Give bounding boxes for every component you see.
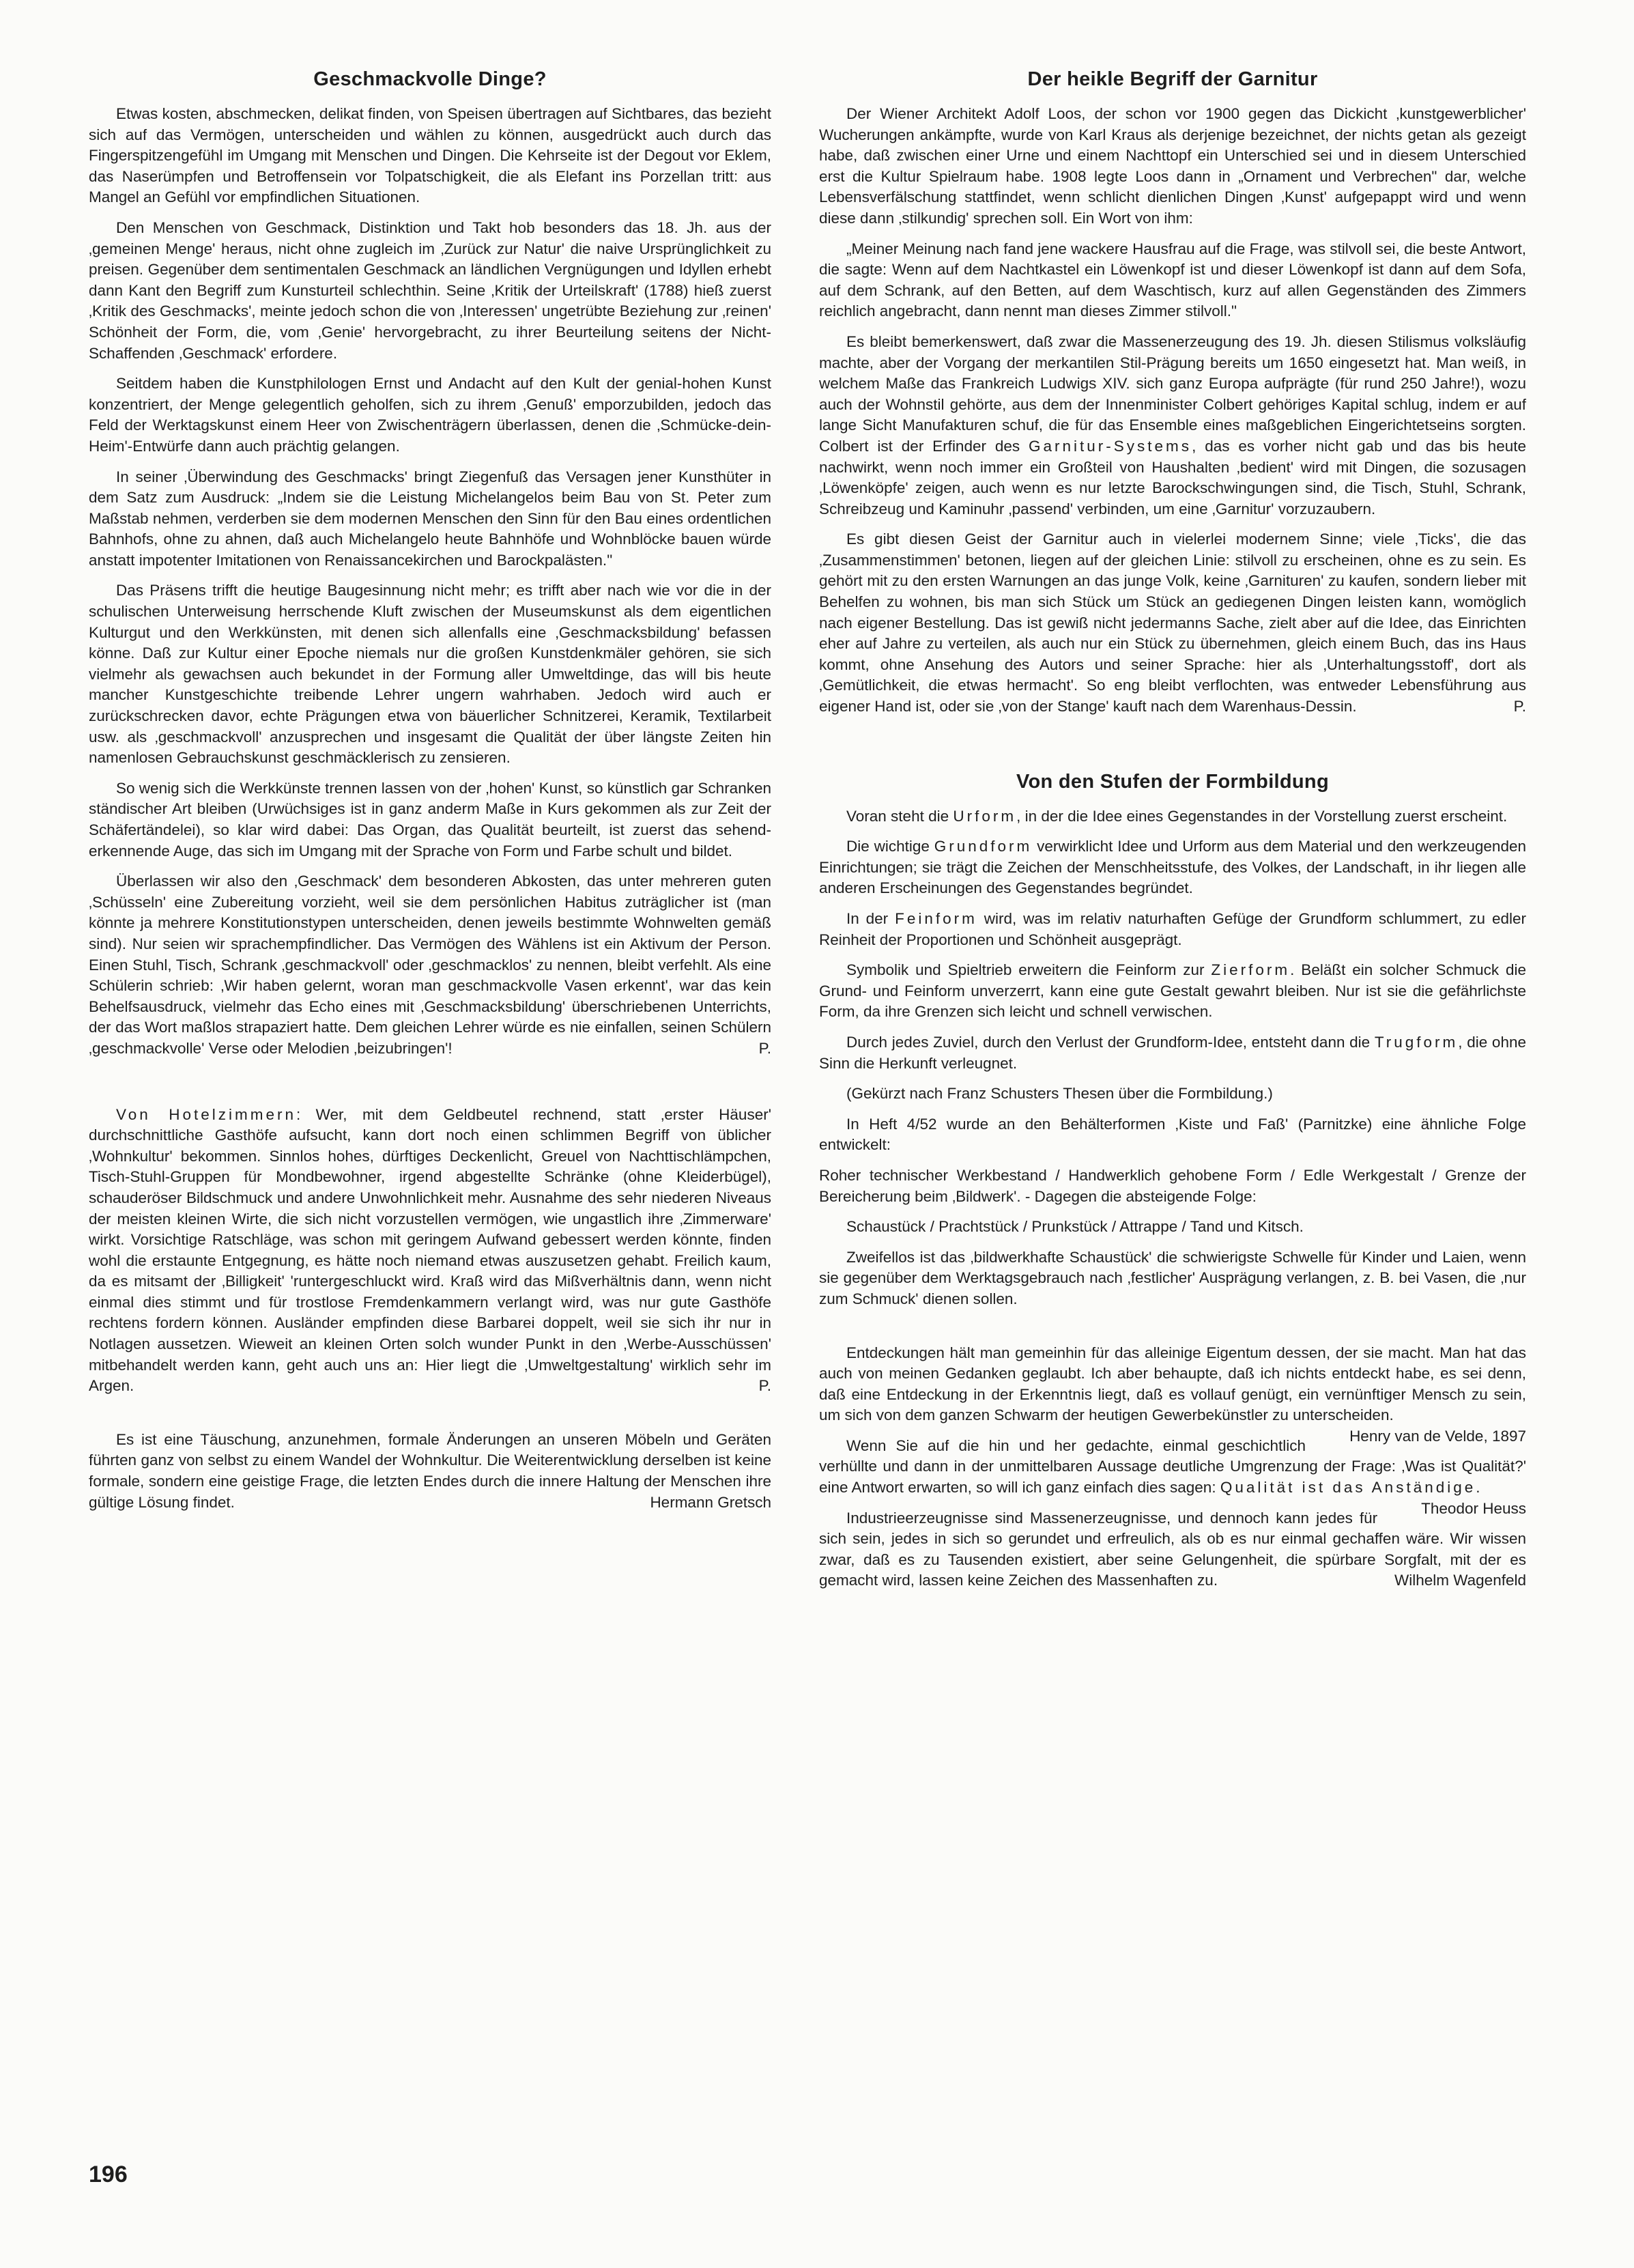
paragraph-text: , in der die Idee eines Gegenstandes in der Vorstellung zuerst erscheint. <box>1016 807 1508 825</box>
paragraph-text: Symbolik und Spieltrieb erweitern die Feinform zur <box>846 961 1205 979</box>
paragraph-text: Durch jedes Zuviel, durch den Verlust der Grundform-Idee, entsteht dann die <box>846 1033 1371 1051</box>
paragraph <box>819 806 1526 827</box>
paragraph-text: , die ohne Sinn die Herkunft verleugnet. <box>819 1033 1526 1072</box>
paragraph-text: In der <box>846 910 889 927</box>
spacer <box>819 1320 1526 1343</box>
spaced-term: Zierform <box>1211 961 1291 979</box>
quote-author: Theodor Heuss <box>1421 1499 1526 1517</box>
paragraph: Etwas kosten, abschmecken, delikat finden, von Speisen übertragen auf Sichtbares, das bezieht sich auf das Vermögen, unterscheiden und wählen zu können, ausgedrückt auch durch das Fingerspitzengefühl im Umgang mit Menschen und Dingen. Die Kehrseite ist der Degout vor Eklem, das Naserümpfen und Betroffensein vor Tolpatschigkeit, die als Elefant ins Porzellan tritt: aus Mangel an Gefühl vor empfindlichen Situationen. <box>89 105 771 206</box>
paragraph: Den Menschen von Geschmack, Distinktion und Takt hob besonders das 18. Jh. aus der ‚gemeinen Menge' heraus, nicht ohne zugleich im ‚Zurück zur Natur' die naive Ursprünglichkeit zu preisen. Gegenüber dem sentimentalen Geschmack an ländlichen Vergnügungen und Idyllen erhebt dann Kant den Begriff zum Kunsturteil schlechthin. Seine ‚Kritik der Urteilskraft' (1788) hieß zuerst ‚Kritik des Geschmacks', meinte jedoch schon die von ‚Interessen' ungetrübte Beziehung zur ‚reinen' Schönheit der Form, die, vom ‚Genie' hervorgebracht, zu ihrer Beurteilung seitens der Nicht-Schaffenden ‚Geschmack' erfordere. <box>89 218 771 362</box>
quote-text: Entdeckungen hält man gemeinhin für das alleinige Eigentum dessen, der sie macht. Man hat das auch von meinen Gedanken geglaubt. Ich aber behaupte, daß ich nichts entdeckt habe, es sei denn, daß eine Entdeckung in der Erkenntnis liegt, daß es vollauf genügt, ein vernünftiger Mensch zu sein, um sich von dem ganzen Schwarm der heutigen Gewerbekünstler zu unterscheiden. <box>819 1344 1526 1424</box>
paragraph <box>89 871 771 1059</box>
spaced-term: Trugform <box>1374 1033 1459 1051</box>
article-title-formbildung: Von den Stufen der Formbildung <box>1016 770 1329 793</box>
paragraph-text: Es gibt diesen Geist der Garnitur auch in vielerlei modernem Sinne; viele ‚Ticks', die das ‚Zusammenstimmen' betonen, liegen auf der gleichen Linie: stilvoll zu erscheinen, ohne es zu sein. Es gehört mit zu den ersten Warnungen an das junge Volk, keine ‚Garnituren' zu kaufen, sondern lieber mit Behelfen zu wohnen, bis man sich Stück um Stück an gediegenen Dingen leisten kann, womöglich nach eigener Bestellung. Das ist gewiß nicht jedermanns Sache, zielt aber auf die Idee, das Einrichten eher auf Jahre zu verteilen, als auch nur ein Stück zu übernehmen, gleich einem Buch, das ins Haus kommt, ohne Ansehung des Autors und seiner Sprache: hier als ‚Unterhaltungsstoff', dort als ‚Gemütlichkeit, die etwas hermacht'. So eng bleibt verflochten, was entweder Lebensführung aus eigener Hand ist, oder sie ‚von der Stange' kauft nach dem Warenhaus-Dessin. <box>819 530 1526 715</box>
paragraph: Roher technischer Werkbestand / Handwerklich gehobene Form / Edle Werkgestalt / Grenze der Bereicherung beim ‚Bildwerk'. - Dagegen die absteigende Folge: <box>819 1166 1526 1205</box>
paragraph-text: Voran steht die <box>846 807 949 825</box>
spaced-term: Qualität ist das Anständige <box>1220 1479 1476 1497</box>
quote-author: Henry van de Velde, 1897 <box>1349 1427 1526 1445</box>
spacer <box>819 727 1526 768</box>
paragraph: In seiner ‚Überwindung des Geschmacks' bringt Ziegenfuß das Versagen jener Kunsthüter in dem Satz zum Ausdruck: „Indem sie die Leistung Michelangelos beim Bau von St. Peter zum Maßstab nehmen, verderben sie dem modernen Menschen den Sinn für den Bau eines ordentlichen Bahnhofs, ohne zu ahnen, daß auch Michelangelo heute Bahnhöfe und Wohnblöcke bauen würde anstatt impotenter Imitationen von Renaissancekirchen und Barockpalästen." <box>89 468 771 569</box>
paragraph <box>819 529 1526 717</box>
paragraph: In Heft 4/52 wurde an den Behälterformen ‚Kiste und Faß' (Parnitzke) eine ähnliche Folge entwickelt: <box>819 1115 1526 1154</box>
article-title-geschmackvolle-dinge: Geschmackvolle Dinge? <box>313 68 547 90</box>
paragraph-text: : Wer, mit dem Geldbeutel rechnend, statt ‚erster Häuser' durchschnittliche Gasthöfe aufsucht, kann dort noch einen schlimmen Begriff von üblicher ‚Wohnkultur' bekommen. Sinnlos hohes, dürftiges Deckenlicht, Greuel von Nachttischlämpchen, Tisch-Stuhl-Gruppen für Mondbewohner, irgend abgestellte Schränke (ohne Kleiderbügel), schauderöser Bildschmuck und andere Unwohnlichkeit mehr. Ausnahme des sehr niederen Niveaus der meisten kleinen Wirte, die sich nicht vorzustellen vermögen, wie ungastlich ihre ‚Zimmerware' wirkt. Vorsichtige Ratschläge, was schon mit geringem Aufwand gebessert werden könnte, finden wohl die erstaunte Entgegnung, es hätte noch niemand etwas auszusetzen gehabt. Freilich kaum, da es mitsamt der ‚Billigkeit' 'runtergeschluckt wird. Kraß wird das Mißverhältnis dann, wenn nicht einmal dies stimmt und für trostlose Fremdenkammern verlangt wird, was nur gute Gasthöfe rechtens fordern können. Ausländer empfinden diese Barbarei doppelt, weil sie sich ihr nur in Notlagen aussetzen. Wieweit an kleinen Orten solch wunder Punkt in den ‚Werbe-Ausschüssen' mitbehandelt werden kann, geht auch uns an: Hier liegt die ‚Umweltgestaltung' wirklich sehr im Argen. <box>89 1105 771 1395</box>
paragraph-text: Überlassen wir also den ‚Geschmack' dem besonderen Abkosten, das unter mehreren guten ‚Schüsseln' eine Zubereitung vorzieht, weil sie dem persönlichen Habitus zuträglicher ist (man könnte ja mehrere Konstitutionstypen unterscheiden, denen jeweils bestimmte Wohnwelten gemäß sind). Nur seien wir sprachempfindlicher. Das Vermögen des Wählens ist ein Aktivum der Person. Einen Stuhl, Tisch, Schrank ‚geschmackvoll' oder ‚geschmacklos' zu nennen, bleibt verfehlt. Als eine Schülerin schrieb: ‚Wir haben gelernt, woran man geschmackvolle Vasen erkennt', war das kein Behelfsausdruck, vielmehr das Echo eines mit ‚Geschmacksbildung' überschriebenen Unterrichts, der das Wort maßlos strapaziert hatte. Dem gleichen Lehrer würde es nie einfallen, seinen Schülern ‚geschmackvolle' Verse oder Melodien ‚beizubringen'! <box>89 873 771 1057</box>
quote-gretsch <box>89 1430 771 1513</box>
paragraph: Das Präsens trifft die heutige Baugesinnung nicht mehr; es trifft aber nach wie vor die in der schulischen Unterweisung herrschende Kluft zwischen der Museumskunst als dem eigentlichen Kulturgut und den Werkkünsten, mit denen sich allenfalls eine ‚Geschmacksbildung' befassen könne. Daß zur Kultur einer Epoche niemals nur die großen Kunstdenkmäler gehören, sie sich vielmehr als gewachsen auch bekundet in der Formung aller Umweltdinge, das will bis heute mancher Kunstgeschichte treibende Lehrer ungern wahrhaben. Jedoch wird auch er zurückschrecken davor, echte Prägungen etwa von bäuerlicher Schnitzerei, Keramik, Textilarbeit usw. als ‚geschmackvoll' anzusprechen und insgesamt die Qualität der über längste Zeiten hin namenlosen Gebrauchskunst geschmäcklerisch zu zensieren. <box>89 582 771 767</box>
paragraph-hotelzimmer <box>89 1105 771 1397</box>
paragraph: Zweifellos ist das ‚bildwerkhafte Schaustück' die schwierigste Schwelle für Kinder und Laien, wenn sie gegenüber dem Werktagsgebrauch nach ‚festlicher' Ausprägung verlangen, z. B. bei Vasen, die ‚nur zum Schmuck' dienen sollen. <box>819 1248 1526 1307</box>
paragraph <box>819 909 1526 950</box>
author-initial: P. <box>758 1377 771 1395</box>
spacer <box>89 1069 771 1105</box>
article-title-garnitur: Der heikle Begriff der Garnitur <box>1027 68 1318 90</box>
page-number: 196 <box>89 2161 128 2187</box>
author-initial: P. <box>758 1039 771 1057</box>
quote-author: Wilhelm Wagenfeld <box>1394 1572 1526 1589</box>
spaced-term: Feinform <box>895 910 977 927</box>
spaced-term: Garnitur-Systems <box>1029 437 1192 455</box>
paragraph: Der Wiener Architekt Adolf Loos, der schon vor 1900 gegen das Dickicht ‚kunstgewerblicher' Wucherungen ankämpfte, wurde von Karl Kraus als derjenige bezeichnet, der nichts getan als gezeigt habe, daß zwischen einer Urne und einem Nachttopf ein Unterschied sei und in diesem Unterschied erst die Kultur Spielraum habe. 1908 legte Loos dann in „Ornament und Verbrechen" dar, welche Lebensverfälschung stattfindet, wenn schlicht dienlichen Dingen ‚Kunst' aufgepappt wird und wenn diese dann ‚stilkundig' sprechen soll. Ein Wort von ihm: <box>819 105 1526 227</box>
paragraph-text: wird, was im relativ naturhaften Gefüge der Grundform schlummert, zu edler Reinheit der Proportionen und Schönheit ausgeprägt. <box>819 910 1526 948</box>
paragraph-text: Die wichtige <box>846 838 930 855</box>
quote-text: Wenn Sie auf die hin und her gedachte, einmal geschichtlich verhüllte und dann in der unmittelbaren Aussage deutliche Umgrenzung der Frage: ‚Was ist Qualität?' eine Antwort erwarten, so will ich ganz einfach dies sagen: <box>819 1436 1526 1497</box>
author-initial: P. <box>1513 698 1526 715</box>
quote-author: Hermann Gretsch <box>650 1493 771 1511</box>
spaced-term: Grundform <box>934 838 1033 855</box>
quote-text: Industrieerzeugnisse sind Massenerzeugnisse, und dennoch kann jedes für sich sein, jedes in sich so gerundet und erfreulich, als ob es nur einmal gechaffen wäre. Wir wissen zwar, daß es zu Tausenden existiert, aber seine Gelungenheit, die spürbare Sorgfalt, mit der es gemacht wird, lassen keine Zeichen des Massenhaften zu. <box>819 1509 1526 1589</box>
paragraph <box>819 960 1526 1023</box>
quote-text: Es ist eine Täuschung, anzunehmen, formale Änderungen an unseren Möbeln und Geräten führten ganz von selbst zu einem Wandel der Wohnkultur. Die Weiterentwicklung derselben ist keine formale, sondern eine geistige Frage, die letzten Endes durch die innere Haltung der Menschen ihre gültige Lösung findet. <box>89 1430 771 1511</box>
paragraph: Schaustück / Prachtstück / Prunkstück / Attrappe / Tand und Kitsch. <box>846 1218 1304 1236</box>
quote-van-de-velde <box>819 1343 1526 1445</box>
loos-quote: „Meiner Meinung nach fand jene wackere Hausfrau auf die Frage, was stilvoll sei, die beste Antwort, die sagte: Wenn auf dem Nachtkastel ein Löwenkopf ist und dieser Löwenkopf ist dann auf dem Sofa, auf dem Schrank, auf den Betten, auf dem Waschtisch, kurz auf allen Gegenständen des Zimmers reichlich angebracht, dann nennt man dieses Zimmer stilvoll." <box>819 240 1526 320</box>
paragraph <box>819 836 1526 899</box>
paragraph-text: , das es vorher nicht gab und das bis heute nachwirkt, wenn noch immer ein Großteil von Haushalten ‚bedient' wird mit Dingen, die sozusagen ‚Löwenköpfe' zeigen, auch wenn es nur letzte Barockschwingungen sind, die Tisch, Stuhl, Schrank, Schreibzeug und Kaminuhr ‚passend' verbinden, um eine ‚Garnitur' vorzuzaubern. <box>819 437 1526 518</box>
paragraph <box>819 1032 1526 1074</box>
spaced-lead: Von Hotelzimmern <box>116 1105 296 1123</box>
paragraph-text: Es bleibt bemerkenswert, daß zwar die Massenerzeugung des 19. Jh. diesen Stilismus volksläufig machte, aber der Vorgang der merkantilen Stil-Prägung bereits um 1650 eingesetzt hat. Man weiß, in welchem Maße das Frankreich Ludwigs XIV. sich ganz Europa aufprägte (für rund 250 Jahre!), wozu auch der Wohnstil gehörte, aus dem der Innenminister Colbert gehöriges Kapital schlug, indem er auf lange Sicht Manufakturen schuf, die für das Ensemble eines maßgeblichen Eingerichtetseins sorgten. Colbert ist der Erfinder des <box>819 332 1526 455</box>
spaced-term: Urform <box>953 807 1017 825</box>
paragraph: Seitdem haben die Kunstphilologen Ernst und Andacht auf den Kult der genial-hohen Kunst konzentriert, der Menge gelegentlich geholfen, sich zu ihrem ‚Genuß' emporzubilden, jedoch das Feld der Werktagskunst einem Heer von Zwischenträgern überlassen, denen die ‚Schmücke-dein-Heim'-Entwürfe dann auch prächtig gelangen. <box>89 375 771 455</box>
paragraph: So wenig sich die Werkkünste trennen lassen von der ‚hohen' Kunst, so künstlich gar Schranken ständischer Art bleiben (Urwüchsiges ist in ganz anderm Maße in Kurs gekommen als zur Zeit der Schäfertändelei), so klar wird dabei: Das Organ, das Qualität beurteilt, ist zuerst das sehend-erkennende Auge, das sich im Umgang mit der Sprache von Form und Farbe schult und bildet. <box>89 779 771 860</box>
quote-wagenfeld <box>819 1508 1526 1591</box>
paragraph <box>819 332 1526 520</box>
right-column <box>819 66 1526 1601</box>
paragraph-text: verwirklicht Idee und Urform aus dem Material und den werkzeugenden Einrichtungen; sie trägt die Zeichen der Menschheitsstufe, des Volkes, der Landschaft, in ihr liegen alle anderen Erscheinungen des Gegenstandes begründet. <box>819 838 1526 897</box>
source-note: (Gekürzt nach Franz Schusters Thesen über die Formbildung.) <box>846 1085 1273 1103</box>
left-column <box>89 66 771 1522</box>
quote-text: . <box>1476 1479 1480 1497</box>
paragraph-text: . Beläßt ein solcher Schmuck die Grund- und Feinform unverzerrt, kann eine gute Gestalt gewahrt bleiben. Nur ist sie die gefährlichste Form, da ihre Grenzen sich leicht und schnell verwischen. <box>819 961 1526 1021</box>
spacer <box>89 1406 771 1430</box>
